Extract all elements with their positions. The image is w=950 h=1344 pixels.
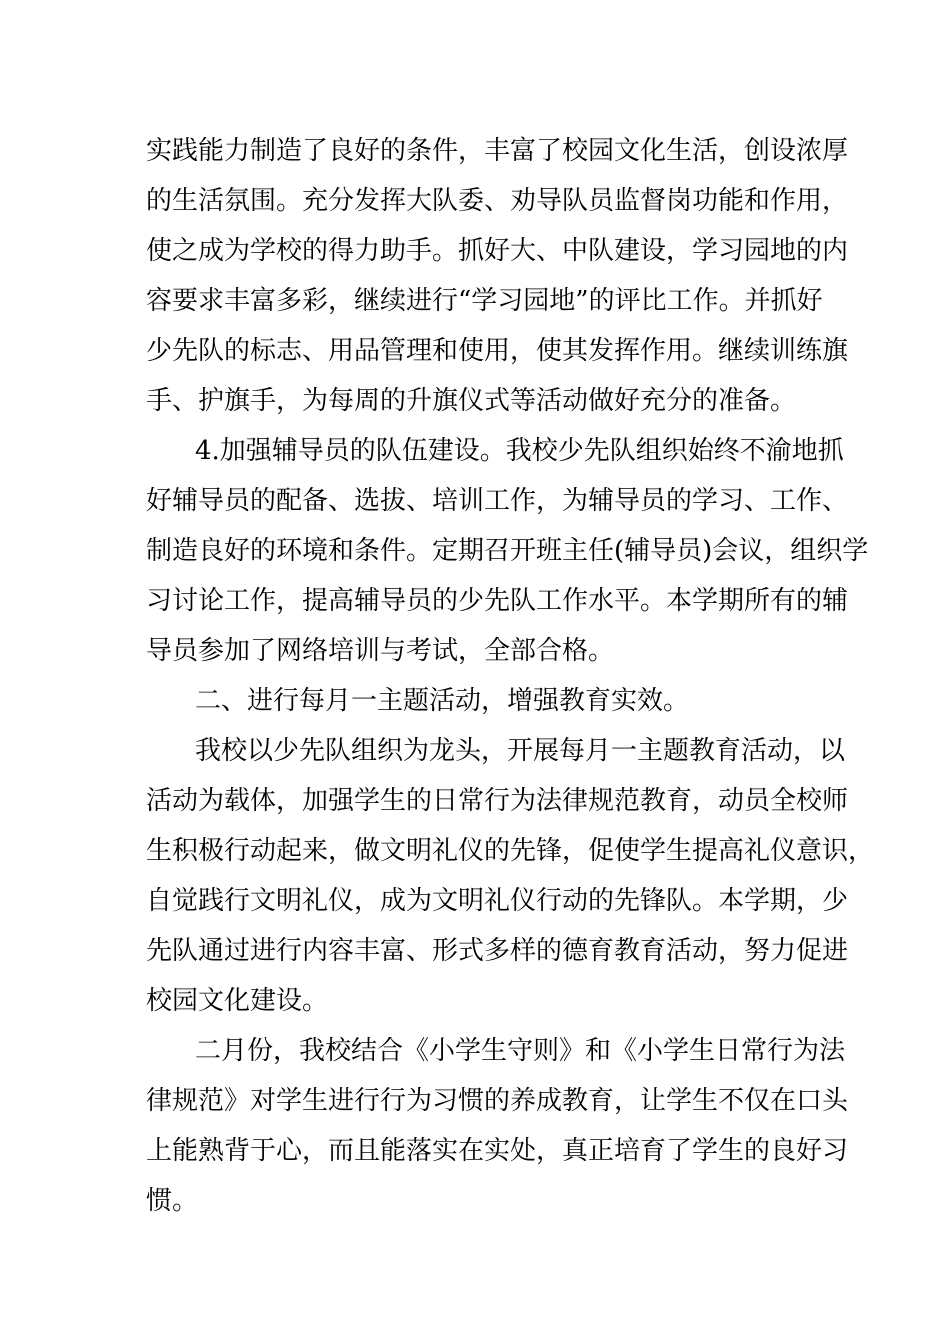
- text-line: 先队通过进行内容丰富、形式多样的德育教育活动，努力促进: [146, 936, 849, 966]
- text-line: 自觉践行文明礼仪，成为文明礼仪行动的先锋队。本学期，少: [146, 886, 849, 916]
- text-line: 手、护旗手，为每周的升旗仪式等活动做好充分的准备。: [146, 386, 797, 416]
- text-line: 好辅导员的配备、选拔、培训工作，为辅导员的学习、工作、: [146, 486, 849, 516]
- paragraph-start-line: 我校以少先队组织为龙头，开展每月一主题教育活动，以: [195, 736, 846, 766]
- text-line: 容要求丰富多彩，继续进行“学习园地”的评比工作。并抓好: [146, 286, 823, 316]
- text-line: 校园文化建设。: [146, 986, 329, 1016]
- paragraph-start-line: 二月份，我校结合《小学生守则》和《小学生日常行为法: [195, 1036, 846, 1066]
- text-line: 制造良好的环境和条件。定期召开班主任(辅导员)会议，组织学: [146, 536, 869, 566]
- text-line: 使之成为学校的得力助手。抓好大、中队建设，学习园地的内: [146, 236, 849, 266]
- text-line: 活动为载体，加强学生的日常行为法律规范教育，动员全校师: [146, 786, 849, 816]
- text-line: 少先队的标志、用品管理和使用，使其发挥作用。继续训练旗: [146, 336, 849, 366]
- text-line: 实践能力制造了良好的条件，丰富了校园文化生活，创设浓厚: [146, 136, 849, 166]
- text-line: 律规范》对学生进行行为习惯的养成教育，让学生不仅在口头: [146, 1086, 849, 1116]
- text-line: 生积极行动起来，做文明礼仪的先锋，促使学生提高礼仪意识，: [146, 836, 875, 866]
- text-line: 惯。: [146, 1186, 199, 1216]
- text-line: 上能熟背于心，而且能落实在实处，真正培育了学生的良好习: [146, 1136, 849, 1166]
- section-heading: 二、进行每月一主题活动，增强教育实效。: [195, 686, 690, 716]
- text-line: 习讨论工作，提高辅导员的少先队工作水平。本学期所有的辅: [146, 586, 849, 616]
- text-line: 导员参加了网络培训与考试，全部合格。: [146, 636, 615, 666]
- paragraph-start-line: 4.加强辅导员的队伍建设。我校少先队组织始终不渝地抓: [195, 436, 844, 466]
- text-line: 的生活氛围。充分发挥大队委、劝导队员监督岗功能和作用，: [146, 186, 849, 216]
